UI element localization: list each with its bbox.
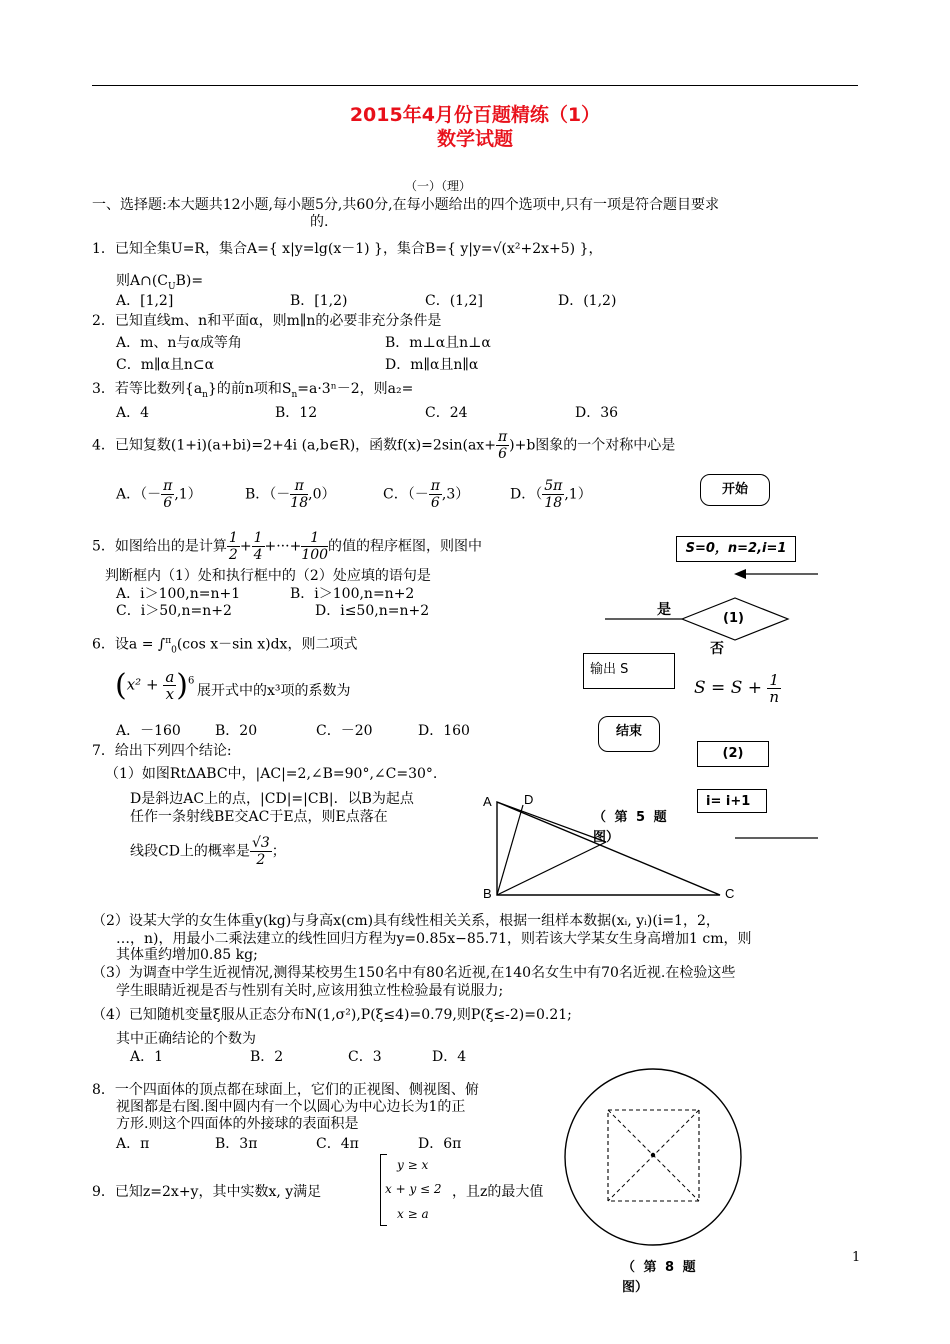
q5-option-c: C．i＞50,n=n+2	[116, 603, 232, 619]
flow-caption: （ 第 5 题	[593, 810, 669, 825]
q5-stem2: 判断框内（1）处和执行框中的（2）处应填的语句是	[105, 568, 431, 584]
section-label: （一）（理）	[405, 179, 472, 193]
sphere-figure	[560, 1065, 750, 1255]
q6-option-d: D．160	[418, 723, 470, 739]
triangle-label-b: B	[483, 886, 492, 901]
q2-stem: 2．已知直线m、n和平面α，则m∥n的必要非充分条件是	[92, 313, 442, 329]
flow-formula: S = S + $\frac{1}{n}$	[694, 671, 780, 706]
q6-stem2: 展开式中的x³项的系数为	[197, 683, 351, 699]
q6-option-a: A．－160	[116, 723, 181, 739]
q4-option-d: D．（ $\frac{5\pi}{18}$ ,1）	[510, 478, 592, 511]
q1-option-a: A．[1,2]	[116, 293, 174, 309]
q6-option-b: B．20	[215, 723, 258, 739]
q7-option-c: C．3	[348, 1049, 382, 1065]
triangle-label-c: C	[725, 886, 735, 901]
q7-p2a: （2）设某大学的女生体重y(kg)与身高x(cm)具有线性相关关系，根据一组样本数据(xᵢ, yᵢ)(i=1，2，	[92, 913, 720, 929]
flow-increment: i= i+1	[697, 789, 767, 813]
triangle-figure	[480, 792, 740, 904]
flow-yes: 是	[657, 602, 671, 618]
q9-stem: 9．已知z=2x+y，其中实数x, y满足	[92, 1184, 322, 1200]
flow-no: 否	[710, 641, 724, 657]
q5-option-d: D．i≤50,n=n+2	[315, 603, 430, 619]
header-rule	[92, 85, 858, 86]
q5-stem: 5．如图给出的是计算 $\frac{1}{2}$ + $\frac{1}{4}$ +···+ $\frac{1}{100}$ 的值的程序框图，则图中	[92, 530, 483, 563]
q1-stem: 1．已知全集U=R，集合A={ x|y=lg(x－1) }，集合B={ y|y=√(x²+2x+5) }，	[92, 241, 603, 257]
q5-option-b: B．i＞100,n=n+2	[290, 586, 415, 602]
q7-p4: （4）已知随机变量ξ服从正态分布N(1,σ²),P(ξ≤4)=0.79,则P(ξ≤-2)=0.21;	[92, 1007, 572, 1023]
q6-stem: 6．设a = ∫$^\pi_0$(cos x－sin x)dx，则二项式	[92, 636, 358, 656]
triangle-label-a: A	[483, 794, 492, 809]
q4-option-c: C．（－ $\frac{\pi}{6}$ ,3）	[383, 478, 470, 511]
q8-stem-1: 8．一个四面体的顶点都在球面上，它们的正视图、侧视图、俯	[92, 1082, 479, 1098]
q8-stem-2: 视图都是右图.图中圆内有一个以圆心为中心边长为1的正	[116, 1099, 466, 1115]
q1-stem2: 则$A\cap(C_UB)=$	[116, 273, 204, 292]
q4-option-a: A．（－ $\frac{\pi}{6}$ ,1）	[116, 478, 202, 511]
q9-stem-end: ，且z的最大值	[452, 1184, 544, 1200]
q3-option-d: D．36	[575, 405, 619, 421]
q8-caption-2: 图）	[622, 1280, 649, 1295]
flow-output: 输出 S	[583, 653, 675, 689]
q3-option-a: A．4	[116, 405, 150, 421]
q8-caption: （ 第 8 题	[622, 1260, 698, 1275]
flow-init: S=0，n=2,i=1	[676, 536, 796, 562]
paper-subtitle: 数学试题	[436, 128, 513, 150]
flow-caption-2: 图）	[593, 830, 620, 845]
q9-constraint-1: y ≥ x	[397, 1158, 429, 1172]
q9-constraint-3: x ≥ a	[397, 1207, 429, 1221]
triangle-label-d: D	[524, 792, 534, 807]
q2-option-b: B．m⊥α且n⊥α	[385, 335, 491, 351]
q7-option-a: A．1	[130, 1049, 164, 1065]
q1-option-c: C．(1,2]	[425, 293, 483, 309]
q8-option-c: C．4π	[316, 1136, 359, 1152]
q7-p2b: …，n)，用最小二乘法建立的线性回归方程为y=0.85x−85.71，则若该大学某女生身高增加1 cm，则	[116, 931, 752, 947]
q6-binomial: (x² + $\frac{a}{x}$ )$^6$	[115, 668, 195, 703]
q7-p1d: 线段CD上的概率是 $\frac{√3}{2}$ ；	[130, 835, 286, 868]
arrow-left-icon	[734, 569, 746, 579]
q7-option-b: B．2	[250, 1049, 284, 1065]
flow-end: 结束	[598, 716, 660, 752]
q2-option-a: A．m、n与α成等角	[116, 335, 242, 351]
q2-option-c: C．m∥α且n⊂α	[116, 357, 215, 373]
q7-p1a: （1）如图RtΔABC中，|AC|=2,∠B=90°,∠C=30°.	[105, 766, 438, 782]
q8-option-b: B．3π	[215, 1136, 258, 1152]
q7-stem: 7．给出下列四个结论:	[92, 743, 232, 759]
q8-option-a: A．π	[116, 1136, 150, 1152]
q7-p3a: （3）为调查中学生近视情况,测得某校男生150名中有80名近视,在140名女生中有70名近视.在检验这些	[92, 965, 736, 981]
flow-start: 开始	[700, 474, 770, 506]
instructions: 一、选择题:本大题共12小题,每小题5分,共60分,在每小题给出的四个选项中,只有一项是符合题目要求	[92, 197, 720, 213]
q7-p2c: 其体重约增加0.85 kg;	[116, 947, 258, 963]
q7-p1b: D是斜边AC上的点，|CD|=|CB|．以B为起点	[130, 791, 414, 807]
q9-constraint-2: x + y ≤ 2	[385, 1182, 442, 1196]
q8-option-d: D．6π	[418, 1136, 462, 1152]
q3-stem: 3．若等比数列$\{a_n\}$的前n项和$S_n=a\cdot 3^n-2$，则a₂=	[92, 381, 414, 400]
flow-step2: (2)	[697, 741, 769, 767]
q6-option-c: C．－20	[316, 723, 373, 739]
q7-conclusion: 其中正确结论的个数为	[116, 1031, 256, 1047]
q4-stem: 4．已知复数(1+i)(a+bi)=2+4i (a,b∈R)，函数f(x)=2sin(ax+ $\frac{\pi}{6}$ )+b图象的一个对称中心是	[92, 429, 676, 462]
q7-option-d: D．4	[432, 1049, 467, 1065]
q7-p3b: 学生眼睛近视是否与性别有关时,应该用独立性检验最有说服力;	[116, 983, 504, 999]
q3-option-b: B．12	[275, 405, 318, 421]
q5-option-a: A．i＞100,n=n+1	[116, 586, 241, 602]
q1-option-d: D．(1,2)	[558, 293, 617, 309]
q2-option-d: D．m∥α且n∥α	[385, 357, 479, 373]
q3-option-c: C．24	[425, 405, 468, 421]
paper-title: 2015年4月份百题精练（1）	[349, 104, 601, 126]
q4-option-b: B．（－ $\frac{\pi}{18}$ ,0）	[245, 478, 336, 511]
q8-stem-3: 方形.则这个四面体的外接球的表面积是	[116, 1116, 359, 1132]
flow-cond-label: (1)	[723, 611, 744, 626]
q1-option-b: B．[1,2)	[290, 293, 348, 309]
q7-p1c: 任作一条射线BE交AC于E点，则E点落在	[130, 809, 388, 825]
instructions-end: 的.	[310, 214, 329, 230]
page-number: 1	[852, 1250, 861, 1265]
